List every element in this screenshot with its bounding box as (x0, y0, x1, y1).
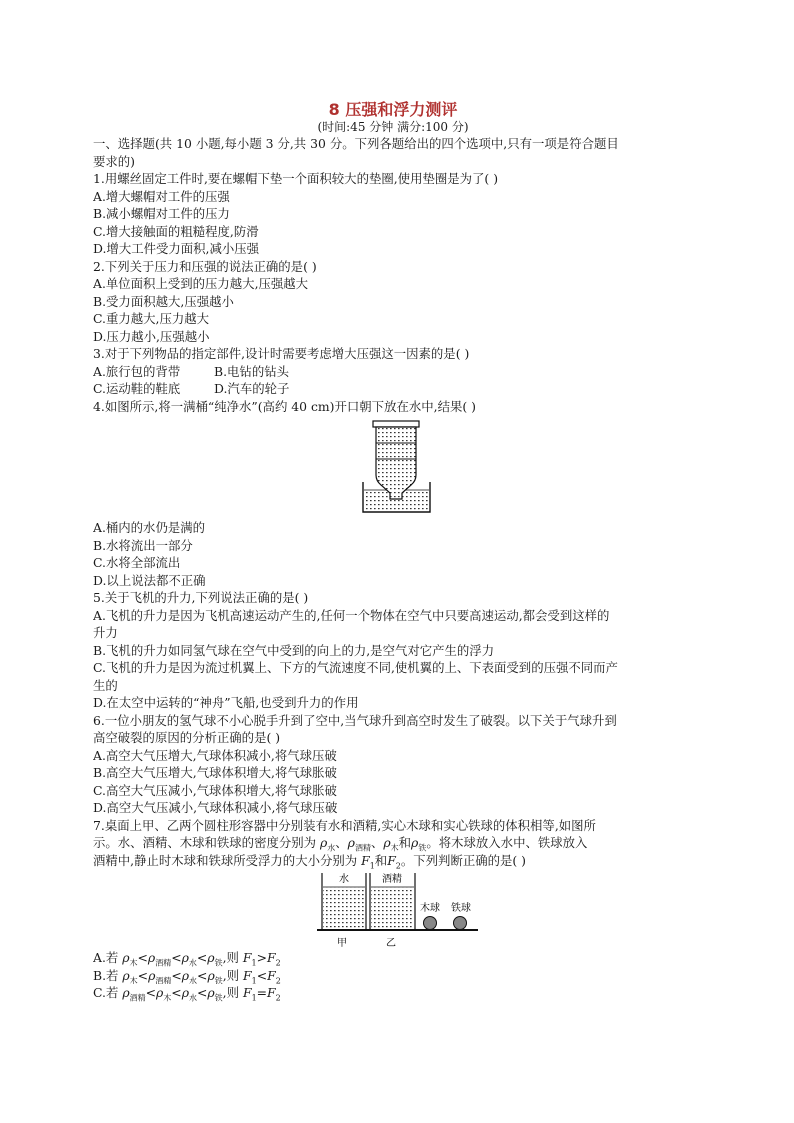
question-6-option-b: B.高空大气压增大,气球体积增大,将气球胀破 (93, 765, 337, 780)
question-5-option-d: D.在太空中运转的“神舟”飞船,也受到升力的作用 (93, 695, 359, 710)
subscript: 铁 (214, 993, 223, 1002)
rho-symbol: ρ (156, 985, 164, 1000)
question-7-stem-cont-1 (93, 834, 693, 852)
question-3-options-row-1 (93, 363, 693, 381)
question-2-option-b: B.受力面积越大,压强越小 (93, 293, 234, 309)
figure-containers (93, 869, 693, 949)
rho-symbol: ρ (122, 985, 130, 1000)
question-2-option-a: A.单位面积上受到的压力越大,压强越大 (93, 276, 309, 291)
page-title: 8 压强和浮力测评 (328, 100, 458, 119)
rho-symbol: ρ (122, 967, 130, 983)
question-1-option-a: A.增大螺帽对工件的压强 (93, 188, 230, 204)
subscript: 酒精 (354, 843, 371, 852)
label-wood-ball: 木球 (420, 903, 440, 914)
question-1-option-b: B.减小螺帽对工件的压力 (93, 206, 230, 221)
question-5-option-b: B.飞机的升力如同氢气球在空气中受到的向上的力,是空气对它产生的浮力 (93, 642, 495, 658)
less-than: < (137, 950, 148, 965)
question-4-option-d: D.以上说法都不正确 (93, 572, 206, 588)
equals: = (256, 985, 268, 1000)
rho-symbol: ρ (347, 835, 355, 850)
rho-symbol: ρ (148, 967, 156, 983)
question-2-stem: 2.下列关于压力和压强的说法正确的是( ) (93, 258, 317, 274)
force-symbol: F (387, 852, 396, 868)
subscript: 木 (129, 958, 138, 967)
conjunction: 和 (398, 835, 412, 850)
then-text: ,则 (222, 967, 244, 983)
bucket-in-water-diagram (93, 415, 693, 519)
rho-symbol: ρ (181, 985, 189, 1000)
text-segment: 示。水、酒精、木球和铁球的密度分别为 (93, 835, 320, 850)
force-symbol: F (242, 985, 252, 1000)
rho-symbol: ρ (181, 950, 189, 965)
subscript: 铁 (418, 843, 427, 852)
then-text: ,则 (222, 985, 243, 1000)
subscript: 2 (395, 860, 401, 869)
question-6-option-d: D.高空大气压减小,气球体积减小,将气球压破 (93, 800, 338, 815)
figure-water-bucket (93, 415, 693, 519)
subscript: 铁 (214, 975, 223, 984)
less-than: < (196, 985, 208, 1000)
label-water: 水 (339, 874, 349, 885)
rho-symbol: ρ (383, 835, 391, 850)
subscript: 木 (390, 843, 399, 852)
label-alcohol: 酒精 (382, 874, 402, 885)
text-segment: 。将木球放入水中、铁球放入 (426, 835, 588, 850)
containers-diagram (93, 869, 693, 949)
force-symbol: F (267, 985, 276, 1000)
less-than: < (171, 967, 182, 983)
rho-symbol: ρ (122, 950, 130, 965)
label-jia: 甲 (337, 938, 347, 949)
rho-symbol: ρ (319, 835, 328, 850)
question-7-option-a (93, 949, 693, 967)
question-1-option-c: C.增大接触面的粗糙程度,防滑 (93, 223, 259, 239)
label-iron-ball: 铁球 (451, 903, 471, 914)
question-5-option-c-cont: 生的 (93, 677, 118, 693)
rho-symbol: ρ (207, 967, 215, 983)
subscript: 2 (275, 958, 281, 967)
then-text: ,则 (222, 950, 243, 965)
rho-symbol: ρ (207, 985, 215, 1000)
question-1-option-d: D.增大工件受力面积,减小压强 (93, 241, 260, 256)
subscript: 1 (369, 860, 375, 869)
subscript: 水 (188, 958, 197, 967)
section-heading: 一、选择题(共 10 小题,每小题 3 分,共 30 分。下列各题给出的四个选项中,只有一项是符合题目 (93, 136, 619, 151)
question-3-option-c: C.运动鞋的鞋底 (93, 381, 181, 396)
question-7-stem-cont-2 (93, 852, 693, 870)
option-letter: A.若 (93, 950, 123, 965)
less-than: < (171, 985, 182, 1000)
text-segment: 酒精中,静止时木球和铁球所受浮力的大小分别为 (93, 852, 362, 868)
question-3-option-d: D.汽车的轮子 (214, 381, 290, 396)
separator: 、 (335, 835, 348, 850)
question-5-stem: 5.关于飞机的升力,下列说法正确的是( ) (93, 590, 309, 605)
subscript: 酒精 (155, 958, 172, 967)
iron-ball (454, 917, 467, 930)
wood-ball (424, 917, 437, 930)
subscript: 酒精 (155, 975, 172, 984)
subscript: 2 (275, 975, 281, 984)
label-yi: 乙 (386, 938, 396, 949)
question-4-option-a: A.桶内的水仍是满的 (93, 520, 206, 535)
force-symbol: F (242, 950, 252, 965)
conjunction: 和 (374, 852, 388, 868)
question-7-option-b (93, 967, 693, 985)
less-than: < (196, 950, 208, 965)
subscript: 1 (251, 993, 257, 1002)
question-6-option-a: A.高空大气压增大,气球体积减小,将气球压破 (93, 747, 337, 763)
less-than: < (137, 967, 149, 983)
subscript: 2 (275, 993, 281, 1002)
subscript: 水 (327, 843, 336, 852)
force-symbol: F (267, 967, 276, 983)
question-5-option-a: A.飞机的升力是因为飞机高速运动产生的,任何一个物体在空气中只要高速运动,都会受到这样的 (93, 607, 610, 623)
question-5-option-a-cont: 升力 (93, 625, 118, 640)
question-7-stem: 7.桌面上甲、乙两个圆柱形容器中分别装有水和酒精,实心木球和实心铁球的体积相等,如图所 (93, 817, 596, 833)
question-4-stem: 4.如图所示,将一满桶“纯净水”(高约 40 cm)开口朝下放在水中,结果( ) (93, 398, 476, 414)
question-3-options-row-2 (93, 380, 693, 398)
exam-info: (时间:45 分钟 满分:100 分) (317, 120, 469, 134)
question-7-option-c (93, 984, 693, 1002)
option-letter: C.若 (93, 985, 123, 1000)
subscript: 木 (163, 993, 172, 1002)
question-4-option-b: B.水将流出一部分 (93, 537, 193, 553)
force-symbol: F (243, 967, 252, 983)
option-letter: B.若 (93, 967, 123, 983)
rho-symbol: ρ (147, 950, 156, 965)
less-than: < (256, 967, 268, 983)
subscript: 酒精 (129, 993, 146, 1002)
question-6-stem: 6.一位小朋友的氢气球不小心脱手升到了空中,当气球升到高空时发生了破裂。以下关于气球升到 (93, 712, 617, 728)
rho-symbol: ρ (411, 835, 419, 850)
separator: 、 (370, 835, 384, 850)
less-than: < (145, 985, 156, 1000)
question-3-option-a: A.旅行包的背带 (93, 363, 181, 379)
text-segment: 。下列判断正确的是( ) (400, 852, 527, 868)
subscript: 1 (251, 975, 257, 984)
subscript: 水 (189, 975, 198, 984)
question-5-option-c: C.飞机的升力是因为流过机翼上、下方的气流速度不同,使机翼的上、下表面受到的压强不同而产 (93, 660, 618, 675)
subscript: 水 (188, 993, 197, 1002)
question-2-option-d: D.压力越小,压强越小 (93, 328, 210, 344)
question-6-stem-cont: 高空破裂的原因的分析正确的是( ) (93, 730, 281, 745)
exam-page (93, 100, 693, 1002)
subscript: 1 (251, 958, 257, 967)
question-4-option-c: C.水将全部流出 (93, 555, 181, 570)
section-heading-cont: 要求的) (93, 153, 136, 169)
question-1-stem: 1.用螺丝固定工件时,要在螺帽下垫一个面积较大的垫圈,使用垫圈是为了( ) (93, 171, 499, 186)
rho-symbol: ρ (181, 967, 190, 983)
rho-symbol: ρ (207, 950, 215, 965)
force-symbol: F (361, 852, 370, 868)
force-symbol: F (266, 950, 276, 965)
subscript: 铁 (214, 958, 223, 967)
question-3-option-b: B.电钻的钻头 (214, 363, 289, 379)
question-3-stem: 3.对于下列物品的指定部件,设计时需要考虑增大压强这一因素的是( ) (93, 346, 470, 361)
greater-than: > (256, 950, 267, 965)
subscript: 木 (129, 975, 138, 984)
less-than: < (171, 950, 182, 965)
question-6-option-c: C.高空大气压减小,气球体积增大,将气球胀破 (93, 782, 337, 798)
less-than: < (197, 967, 208, 983)
question-2-option-c: C.重力越大,压力越大 (93, 311, 210, 326)
